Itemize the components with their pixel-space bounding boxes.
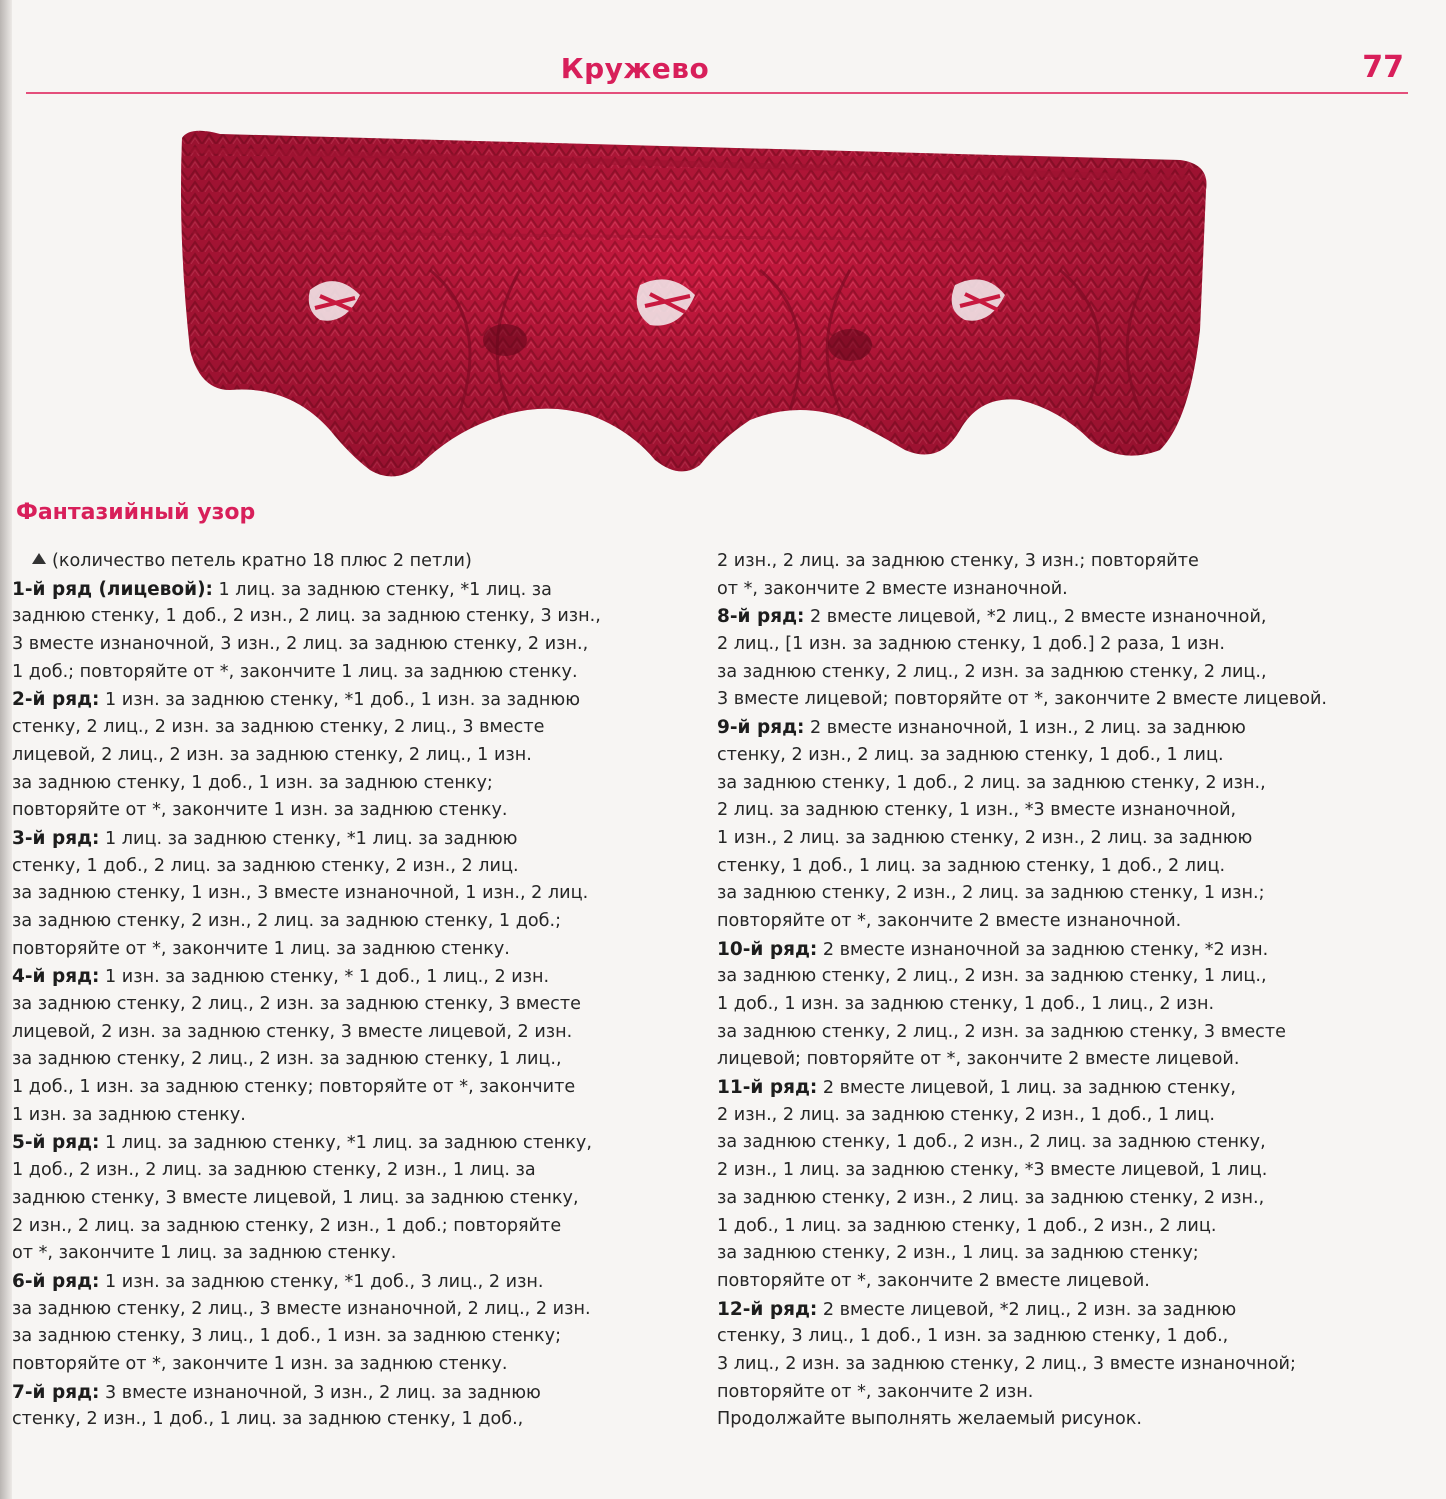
row-label: 9-й ряд: bbox=[717, 717, 805, 739]
instruction-text: за заднюю стенку, 2 лиц., 2 изн. за заднюю стенку, 1 лиц., bbox=[12, 1049, 562, 1070]
instruction-line bbox=[717, 1406, 1417, 1434]
page-number: 77 bbox=[1362, 50, 1404, 85]
instruction-line bbox=[717, 825, 1417, 853]
instruction-text: от *, закончите 2 вместе изнаночной. bbox=[717, 578, 1068, 599]
instruction-line bbox=[717, 853, 1417, 881]
instruction-text: стенку, 2 изн., 1 доб., 1 лиц. за заднюю стенку, 1 доб., bbox=[12, 1409, 524, 1430]
row-label: 8-й ряд: bbox=[717, 606, 805, 628]
instruction-line bbox=[12, 797, 692, 825]
instruction-text: 1 изн. за заднюю стенку, *1 доб., 1 изн. за заднюю bbox=[99, 690, 581, 711]
instruction-text: 2 лиц., [1 изн. за заднюю стенку, 1 доб.] 2 раза, 1 изн. bbox=[717, 634, 1225, 655]
row-label: 3-й ряд: bbox=[12, 827, 100, 849]
instruction-line bbox=[717, 963, 1417, 991]
instruction-line bbox=[717, 1185, 1417, 1213]
instruction-text: 1 доб.; повторяйте от *, закончите 1 лиц. за заднюю стенку. bbox=[12, 661, 578, 682]
instruction-text: стенку, 2 лиц., 2 изн. за заднюю стенку, 2 лиц., 3 вместе bbox=[12, 717, 545, 738]
instruction-text: 3 вместе изнаночной, 3 изн., 2 лиц. за заднюю стенку, 2 изн., bbox=[12, 634, 589, 655]
triangle-bullet-icon bbox=[32, 553, 46, 564]
instruction-text: повторяйте от *, закончите 2 вместе изнаночной. bbox=[717, 910, 1182, 931]
instruction-line bbox=[12, 1351, 692, 1379]
instruction-text: 3 вместе изнаночной, 3 изн., 2 лиц. за заднюю bbox=[99, 1382, 541, 1403]
instruction-line bbox=[12, 714, 692, 742]
instruction-text: заднюю стенку, 1 доб., 2 изн., 2 лиц. за заднюю стенку, 3 изн., bbox=[12, 606, 601, 627]
instruction-line bbox=[717, 1240, 1417, 1268]
instruction-text: за заднюю стенку, 2 лиц., 2 изн. за заднюю стенку, 2 лиц., bbox=[717, 661, 1267, 682]
knitted-lace-photo bbox=[160, 120, 1220, 505]
instruction-text: 2 вместе изнаночной за заднюю стенку, *2 изн. bbox=[817, 939, 1269, 960]
instruction-line bbox=[12, 576, 692, 604]
instruction-line bbox=[717, 1296, 1417, 1324]
instruction-line bbox=[717, 991, 1417, 1019]
instruction-line bbox=[717, 1074, 1417, 1102]
instruction-line bbox=[12, 1213, 692, 1241]
instruction-line bbox=[12, 1019, 692, 1047]
instruction-line bbox=[717, 936, 1417, 964]
instruction-line bbox=[12, 1157, 692, 1185]
row-label: 11-й ряд: bbox=[717, 1077, 818, 1099]
instruction-text: 3 лиц., 2 изн. за заднюю стенку, 2 лиц., 3 вместе изнаночной; bbox=[717, 1353, 1296, 1374]
instruction-line bbox=[12, 1240, 692, 1268]
instruction-line bbox=[12, 1296, 692, 1324]
instruction-text: заднюю стенку, 3 вместе лицевой, 1 лиц. за заднюю стенку, bbox=[12, 1187, 579, 1208]
instruction-line bbox=[717, 1351, 1417, 1379]
instruction-text: 1 доб., 1 изн. за заднюю стенку, 1 доб., 1 лиц., 2 изн. bbox=[717, 994, 1215, 1014]
instruction-line bbox=[717, 1323, 1417, 1351]
instruction-text: 1 изн. за заднюю стенку. bbox=[12, 1104, 246, 1125]
instruction-text: за заднюю стенку, 2 лиц., 2 изн. за заднюю стенку, 3 вместе bbox=[12, 994, 581, 1014]
instruction-text: лицевой; повторяйте от *, закончите 2 вместе лицевой. bbox=[717, 1049, 1240, 1070]
instruction-text: 2 вместе изнаночной, 1 изн., 2 лиц. за заднюю bbox=[804, 718, 1246, 739]
instruction-text: 3 вместе лицевой; повторяйте от *, закончите 2 вместе лицевой. bbox=[717, 689, 1327, 710]
instructions-right-column bbox=[717, 548, 1417, 1434]
instruction-line bbox=[717, 659, 1417, 687]
instruction-line bbox=[717, 631, 1417, 659]
instruction-text: стенку, 1 доб., 2 лиц. за заднюю стенку, 2 изн., 2 лиц. bbox=[12, 855, 519, 876]
instruction-line bbox=[717, 908, 1417, 936]
instruction-text: 2 лиц. за заднюю стенку, 1 изн., *3 вместе изнаночной, bbox=[717, 800, 1237, 821]
instruction-line bbox=[717, 1268, 1417, 1296]
pattern-title: Фантазийный узор bbox=[16, 500, 256, 525]
instruction-text: за заднюю стенку, 1 изн., 3 вместе изнаночной, 1 изн., 2 лиц. bbox=[12, 883, 589, 904]
page-spine-shadow bbox=[0, 0, 12, 1499]
header-divider bbox=[26, 92, 1408, 94]
instruction-line bbox=[12, 659, 692, 687]
instructions-left-column bbox=[12, 548, 692, 1434]
instruction-line bbox=[12, 1406, 692, 1434]
instruction-line bbox=[717, 797, 1417, 825]
instruction-line bbox=[12, 853, 692, 881]
instruction-line bbox=[12, 686, 692, 714]
instruction-line bbox=[12, 631, 692, 659]
instruction-text: повторяйте от *, закончите 1 лиц. за заднюю стенку. bbox=[12, 938, 510, 959]
instruction-line bbox=[12, 936, 692, 964]
row-label: 4-й ряд: bbox=[12, 966, 100, 988]
instruction-text: стенку, 2 изн., 2 лиц. за заднюю стенку, 1 доб., 1 лиц. bbox=[717, 744, 1224, 765]
instruction-line bbox=[12, 603, 692, 631]
instruction-line bbox=[12, 1074, 692, 1102]
instruction-line bbox=[717, 1019, 1417, 1047]
instruction-text: за заднюю стенку, 1 доб., 2 лиц. за заднюю стенку, 2 изн., bbox=[717, 772, 1266, 793]
instruction-text: за заднюю стенку, 2 изн., 2 лиц. за заднюю стенку, 1 доб.; bbox=[12, 910, 562, 931]
instruction-text: 2 вместе лицевой, *2 лиц., 2 вместе изнаночной, bbox=[804, 607, 1267, 628]
instruction-text: 1 лиц. за заднюю стенку, *1 лиц. за заднюю bbox=[99, 828, 518, 849]
instruction-line bbox=[12, 991, 692, 1019]
instruction-line bbox=[12, 1046, 692, 1074]
instruction-line bbox=[12, 825, 692, 853]
instruction-text: повторяйте от *, закончите 1 изн. за заднюю стенку. bbox=[12, 1353, 508, 1374]
instruction-line bbox=[717, 1379, 1417, 1407]
instruction-line bbox=[717, 880, 1417, 908]
row-label: 5-й ряд: bbox=[12, 1132, 100, 1154]
instruction-text: за заднюю стенку, 2 изн., 1 лиц. за заднюю стенку; bbox=[717, 1243, 1199, 1264]
instruction-text: за заднюю стенку, 2 изн., 2 лиц. за заднюю стенку, 1 изн.; bbox=[717, 883, 1265, 904]
instruction-text: за заднюю стенку, 2 изн., 2 лиц. за заднюю стенку, 2 изн., bbox=[717, 1187, 1265, 1208]
instruction-text: 1 лиц. за заднюю стенку, *1 лиц. за bbox=[212, 579, 552, 600]
instruction-line bbox=[717, 770, 1417, 798]
instruction-text: 1 изн. за заднюю стенку, *1 доб., 3 лиц., 2 изн. bbox=[99, 1271, 544, 1292]
instruction-line bbox=[717, 1046, 1417, 1074]
row-label: 12-й ряд: bbox=[717, 1298, 818, 1320]
instruction-text: от *, закончите 1 лиц. за заднюю стенку. bbox=[12, 1243, 397, 1264]
instruction-text: лицевой, 2 изн. за заднюю стенку, 3 вместе лицевой, 2 изн. bbox=[12, 1021, 573, 1042]
instruction-text: за заднюю стенку, 1 доб., 2 изн., 2 лиц. за заднюю стенку, bbox=[717, 1132, 1266, 1153]
instruction-line bbox=[717, 576, 1417, 604]
instruction-line bbox=[717, 714, 1417, 742]
instruction-line bbox=[12, 1379, 692, 1407]
instruction-text: повторяйте от *, закончите 2 изн. bbox=[717, 1381, 1034, 1402]
instruction-line bbox=[12, 963, 692, 991]
instruction-text: Продолжайте выполнять желаемый рисунок. bbox=[717, 1409, 1143, 1430]
row-label: 6-й ряд: bbox=[12, 1270, 100, 1292]
instruction-text: за заднюю стенку, 2 лиц., 2 изн. за заднюю стенку, 1 лиц., bbox=[717, 966, 1267, 987]
instruction-text: стенку, 1 доб., 1 лиц. за заднюю стенку, 1 доб., 2 лиц. bbox=[717, 855, 1226, 876]
instruction-line bbox=[717, 1213, 1417, 1241]
instruction-line bbox=[12, 1323, 692, 1351]
instruction-text: лицевой, 2 лиц., 2 изн. за заднюю стенку, 2 лиц., 1 изн. bbox=[12, 744, 532, 765]
instruction-text: за заднюю стенку, 1 доб., 1 изн. за заднюю стенку; bbox=[12, 772, 493, 793]
instruction-text: 2 вместе лицевой, *2 лиц., 2 изн. за заднюю bbox=[817, 1299, 1237, 1320]
instruction-line bbox=[12, 1268, 692, 1296]
instruction-text: 1 изн., 2 лиц. за заднюю стенку, 2 изн., 2 лиц. за заднюю bbox=[717, 827, 1253, 848]
instruction-line bbox=[717, 686, 1417, 714]
instruction-text: за заднюю стенку, 2 лиц., 2 изн. за заднюю стенку, 3 вместе bbox=[717, 1021, 1286, 1042]
instruction-line bbox=[12, 1185, 692, 1213]
row-label: 2-й ряд: bbox=[12, 689, 100, 711]
instruction-text: 1 лиц. за заднюю стенку, *1 лиц. за заднюю стенку, bbox=[99, 1133, 592, 1154]
instruction-line bbox=[12, 770, 692, 798]
row-label: 1-й ряд (лицевой): bbox=[12, 578, 213, 600]
instruction-line bbox=[12, 880, 692, 908]
instruction-text: 1 изн. за заднюю стенку, * 1 доб., 1 лиц., 2 изн. bbox=[99, 967, 550, 988]
instruction-line bbox=[12, 1102, 692, 1130]
instruction-line bbox=[717, 1102, 1417, 1130]
instruction-text: 1 доб., 1 лиц. за заднюю стенку, 1 доб., 2 изн., 2 лиц. bbox=[717, 1215, 1217, 1236]
instruction-text: стенку, 3 лиц., 1 доб., 1 изн. за заднюю стенку, 1 доб., bbox=[717, 1326, 1229, 1347]
instruction-line bbox=[12, 1129, 692, 1157]
instruction-text: 1 доб., 1 изн. за заднюю стенку; повторяйте от *, закончите bbox=[12, 1077, 576, 1098]
instruction-text: 2 изн., 2 лиц. за заднюю стенку, 3 изн.; повторяйте bbox=[717, 551, 1199, 571]
instruction-text: 1 доб., 2 изн., 2 лиц. за заднюю стенку, 2 изн., 1 лиц. за bbox=[12, 1160, 536, 1181]
instruction-line bbox=[12, 908, 692, 936]
page-header-title: Кружево bbox=[560, 52, 710, 85]
pattern-intro-line bbox=[12, 548, 692, 576]
instruction-text: 2 изн., 1 лиц. за заднюю стенку, *3 вместе лицевой, 1 лиц. bbox=[717, 1160, 1268, 1181]
instruction-text: за заднюю стенку, 3 лиц., 1 доб., 1 изн. за заднюю стенку; bbox=[12, 1326, 562, 1347]
instruction-line bbox=[717, 1157, 1417, 1185]
instruction-line bbox=[717, 548, 1417, 576]
instruction-text: повторяйте от *, закончите 1 изн. за заднюю стенку. bbox=[12, 800, 508, 821]
row-label: 7-й ряд: bbox=[12, 1381, 100, 1403]
instruction-line bbox=[717, 1129, 1417, 1157]
pattern-intro: (количество петель кратно 18 плюс 2 петли) bbox=[52, 551, 472, 571]
instruction-text: 2 изн., 2 лиц. за заднюю стенку, 2 изн., 1 доб., 1 лиц. bbox=[717, 1104, 1215, 1125]
instruction-line bbox=[717, 603, 1417, 631]
instruction-text: 2 изн., 2 лиц. за заднюю стенку, 2 изн., 1 доб.; повторяйте bbox=[12, 1215, 562, 1236]
instruction-text: 2 вместе лицевой, 1 лиц. за заднюю стенку, bbox=[817, 1078, 1236, 1099]
instruction-text: за заднюю стенку, 2 лиц., 3 вместе изнаночной, 2 лиц., 2 изн. bbox=[12, 1298, 591, 1319]
instruction-line bbox=[12, 742, 692, 770]
instruction-text: повторяйте от *, закончите 2 вместе лицевой. bbox=[717, 1270, 1150, 1291]
instruction-line bbox=[717, 742, 1417, 770]
row-label: 10-й ряд: bbox=[717, 938, 818, 960]
